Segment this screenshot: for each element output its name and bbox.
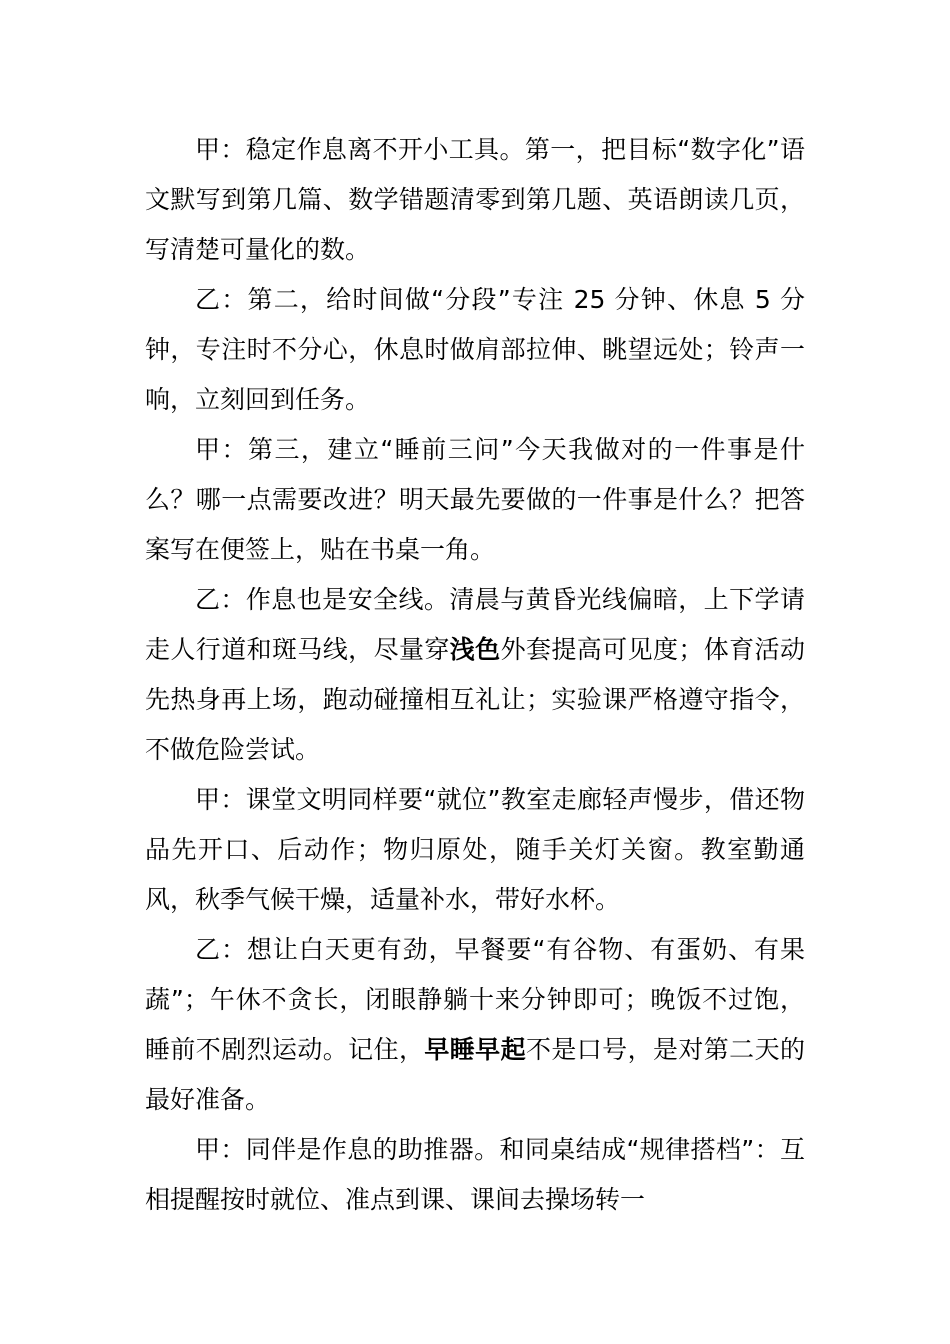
paragraph-text: 甲：同伴是作息的助推器。和同桌结成“规律搭档”：互相提醒按时就位、准点到课、课间去操场转一 bbox=[145, 1135, 805, 1214]
document-body bbox=[145, 125, 805, 1225]
paragraph-text: 不是口号，是对第二天的最好准备。 bbox=[145, 1035, 805, 1114]
paragraph-1 bbox=[145, 125, 805, 275]
paragraph-text: 甲：稳定作息离不开小工具。第一，把目标“数字化”语文默写到第几篇、数学错题清零到第几题、英语朗读几页，写清楚可量化的数。 bbox=[145, 135, 805, 264]
bold-emphasis: 早睡早起 bbox=[424, 1035, 526, 1064]
paragraph-text: 乙：想让白天更有劲，早餐要“有谷物、有蛋奶、有果蔬”；午休不贪长，闭眼静躺十来分钟即可；晚饭不过饱，睡前不剧烈运动。记住， bbox=[145, 935, 805, 1064]
paragraph-4 bbox=[145, 575, 805, 775]
paragraph-text: 甲：第三，建立“睡前三问”今天我做对的一件事是什么？哪一点需要改进？明天最先要做的一件事是什么？把答案写在便签上，贴在书桌一角。 bbox=[145, 435, 805, 564]
bold-emphasis: 浅色 bbox=[449, 635, 501, 664]
paragraph-text: 乙：作息也是安全线。清晨与黄昏光线偏暗，上下学请走人行道和斑马线，尽量穿 bbox=[145, 585, 805, 664]
paragraph-6 bbox=[145, 925, 805, 1125]
paragraph-2 bbox=[145, 275, 805, 425]
paragraph-5 bbox=[145, 775, 805, 925]
paragraph-7 bbox=[145, 1125, 805, 1225]
paragraph-text: 甲：课堂文明同样要“就位”教室走廊轻声慢步，借还物品先开口、后动作；物归原处，随手关灯关窗。教室勤通风，秋季气候干燥，适量补水，带好水杯。 bbox=[145, 785, 805, 914]
paragraph-text: 乙：第二，给时间做“分段”专注 25 分钟、休息 5 分钟，专注时不分心，休息时做肩部拉伸、眺望远处；铃声一响，立刻回到任务。 bbox=[145, 285, 805, 414]
paragraph-text: 外套提高可见度；体育活动先热身再上场，跑动碰撞相互礼让；实验课严格遵守指令，不做危险尝试。 bbox=[145, 635, 805, 764]
paragraph-3 bbox=[145, 425, 805, 575]
